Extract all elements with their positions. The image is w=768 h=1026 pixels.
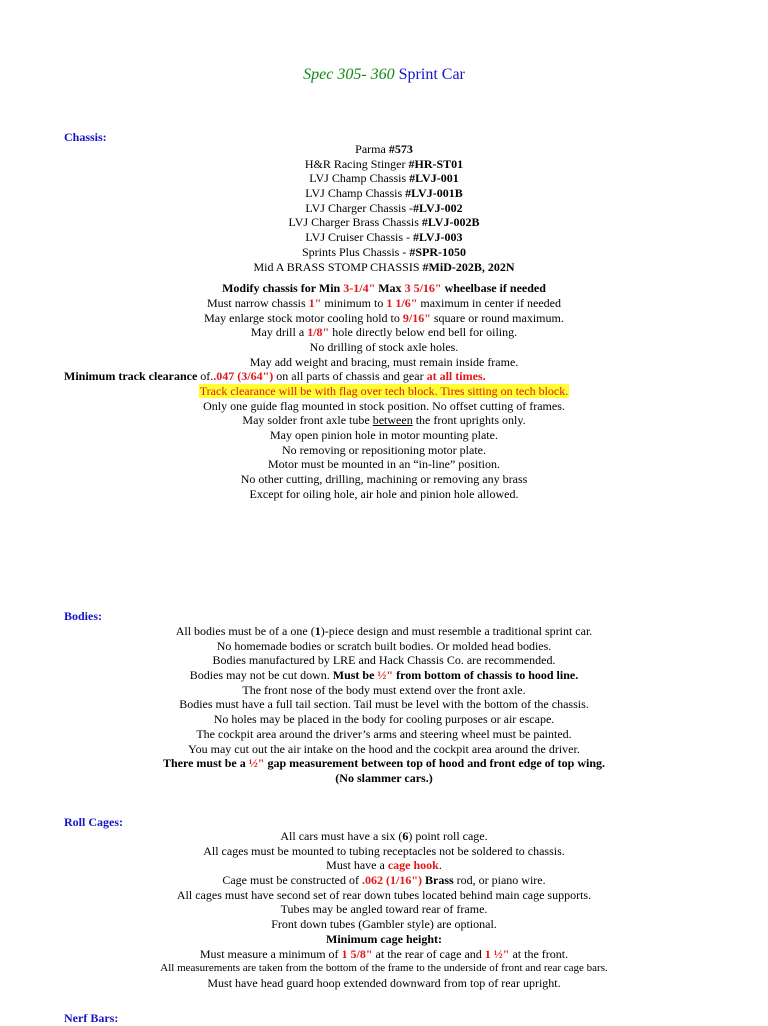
rule-guide-flag: Only one guide flag mounted in stock position. No offset cutting of frames.	[203, 398, 565, 413]
rule-front-down: Front down tubes (Gambler style) are optional.	[271, 917, 497, 932]
rule-clearance-note: Track clearance will be with flag over tech block. Tires sitting on tech block.	[199, 384, 569, 398]
title-spec: Spec 305- 360	[303, 66, 395, 83]
rule-manufactured: Bodies manufactured by LRE and Hack Chassis Co. are recommended.	[212, 653, 556, 668]
bodies-heading: Bodies:	[64, 609, 103, 623]
roll-cages-heading: Roll Cages:	[64, 815, 123, 829]
rule-enlarge: May enlarge stock motor cooling hold to 9/16" square or round maximum.	[204, 310, 564, 325]
chassis-model: LVJ Charger Brass Chassis #LVJ-002B	[288, 215, 480, 230]
chassis-model: LVJ Charger Chassis -#LVJ-002	[305, 200, 463, 215]
chassis-model: H&R Racing Stinger #HR-ST01	[304, 156, 464, 171]
rule-clearance: Minimum track clearance of..047 (3/64") on all parts of chassis and gear at all times.	[64, 369, 486, 384]
rule-narrow: Must narrow chassis 1" minimum to 1 1/6" maximum in center if needed	[207, 295, 561, 310]
chassis-model: LVJ Cruiser Chassis - #LVJ-003	[305, 230, 463, 245]
chassis-model: Parma #573	[355, 142, 413, 156]
rule-six-point: All cars must have a six (6) point roll cage.	[280, 829, 488, 843]
nerf-bars-heading: Nerf Bars:	[64, 1011, 119, 1025]
rule-inline: Motor must be mounted in an “in-line” position.	[268, 457, 500, 472]
chassis-model: LVJ Champ Chassis #LVJ-001	[309, 171, 459, 186]
rule-constructed: Cage must be constructed of .062 (1/16") Brass rod, or piano wire.	[222, 873, 546, 888]
chassis-heading: Chassis:	[64, 130, 107, 144]
rule-no-cutting: No other cutting, drilling, machining or removing any brass	[240, 472, 528, 487]
rule-one-piece: All bodies must be of a one (1)-piece design and must resemble a traditional sprint car.	[175, 624, 593, 638]
chassis-model: Sprints Plus Chassis - #SPR-1050	[301, 244, 467, 259]
rule-weight: May add weight and bracing, must remain inside frame.	[249, 354, 519, 369]
rule-no-homemade: No homemade bodies or scratch built bodies. Or molded head bodies.	[216, 638, 552, 653]
rule-cage-hook: Must have a cage hook.	[326, 858, 442, 873]
rule-min-height: Minimum cage height:	[326, 931, 442, 946]
rule-gap: There must be a ½" gap measurement between top of hood and front edge of top wing.	[162, 756, 605, 771]
rule-drill: May drill a 1/8" hole directly below end bell for oiling.	[250, 325, 518, 340]
rule-pinion: May open pinion hole in motor mounting plate.	[270, 428, 498, 443]
rule-motor-plate: No removing or repositioning motor plate.	[282, 442, 486, 457]
rule-wheelbase: Modify chassis for Min 3-1/4" Max 3 5/16" wheelbase if needed	[222, 281, 546, 296]
rule-cockpit: The cockpit area around the driver’s arms and steering wheel must be painted.	[196, 726, 572, 741]
spacer	[0, 274, 768, 281]
rule-except: Except for oiling hole, air hole and pinion hole allowed.	[249, 486, 519, 501]
roll-cages-section	[0, 829, 768, 991]
rule-second-set: All cages must have second set of rear down tubes located behind main cage supports.	[176, 887, 592, 902]
rule-solder: May solder front axle tube between the front uprights only.	[242, 413, 526, 428]
rule-no-slammer: (No slammer cars.)	[335, 770, 433, 785]
rule-front-nose: The front nose of the body must extend over the front axle.	[242, 682, 526, 697]
rule-head-guard: Must have head guard hoop extended downward from top of rear upright.	[207, 975, 561, 990]
rule-air-intake: You may cut out the air intake on the hood and the cockpit area around the driver.	[188, 741, 580, 756]
rule-tail: Bodies must have a full tail section. Tail must be level with the bottom of the chassis.	[179, 697, 589, 712]
rule-measurements: All measurements are taken from the bottom of the frame to the underside of front and rear cage bars.	[160, 962, 608, 975]
rule-measure: Must measure a minimum of 1 5/8" at the rear of cage and 1 ½" at the front.	[199, 946, 569, 961]
bodies-section	[0, 624, 768, 786]
rule-no-holes: No holes may be placed in the body for cooling purposes or air escape.	[213, 712, 555, 727]
document-title	[0, 66, 768, 84]
title-sprint-car: Sprint Car	[394, 66, 465, 83]
rule-angled: Tubes may be angled toward rear of frame.	[280, 902, 488, 917]
chassis-model: LVJ Champ Chassis #LVJ-001B	[305, 186, 463, 201]
rule-axle-holes: No drilling of stock axle holes.	[309, 339, 459, 354]
chassis-section	[0, 142, 768, 502]
rule-mounted: All cages must be mounted to tubing receptacles not be soldered to chassis.	[203, 843, 565, 858]
rule-cut-down: Bodies may not be cut down. Must be ½" from bottom of chassis to hood line.	[189, 668, 579, 683]
chassis-model: Mid A BRASS STOMP CHASSIS #MiD-202B, 202N	[253, 259, 515, 274]
